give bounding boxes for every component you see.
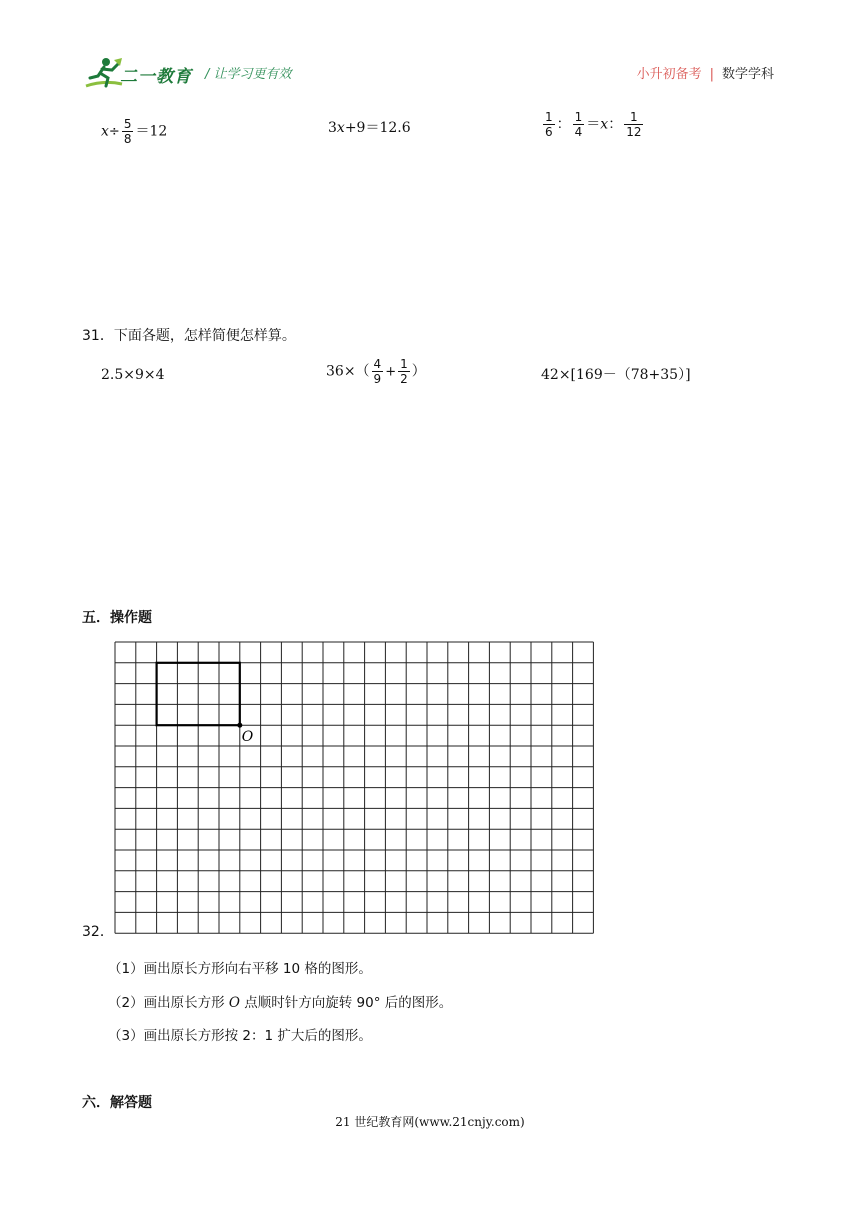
drawing-grid[interactable] xyxy=(110,638,600,938)
eq1-rhs: ＝12 xyxy=(135,123,168,140)
header-subject: 数学学科 xyxy=(721,67,774,82)
question-31-title: 31．下面各题，怎样简便怎样算。 xyxy=(82,328,296,344)
eq3-b-den: 4 xyxy=(574,125,583,139)
q31-e2-n1: 4 xyxy=(373,357,382,371)
header-separator: | xyxy=(709,67,714,82)
eq3-a-den: 6 xyxy=(545,125,553,139)
q32-subquestion-3: （3）画出原长方形按 2：1 扩大后的图形。 xyxy=(108,1028,372,1044)
point-o-label: O xyxy=(241,729,254,746)
eq3-c-den: 12 xyxy=(626,125,642,139)
q31-e2-prefix: 36×（ xyxy=(326,363,370,380)
q31-e2-n2: 1 xyxy=(400,357,408,371)
eq1-den: 8 xyxy=(123,132,132,146)
eq1-div: ÷ xyxy=(108,124,120,140)
eq2-coef: 3 xyxy=(328,120,337,136)
q31-e2-d2: 2 xyxy=(400,372,408,386)
point-o-marker xyxy=(237,723,242,728)
logo-text: 二一教育 xyxy=(120,67,192,87)
q31-e2-d1: 9 xyxy=(373,372,382,386)
q31-expression-1: 2.5×9×4 xyxy=(101,367,165,383)
runner-logo-icon xyxy=(84,56,124,90)
eq3-frac-b xyxy=(573,110,585,139)
eq1-var: x xyxy=(101,123,109,140)
section-5-title: 五．操作题 xyxy=(82,610,152,626)
q31-e2-frac-2 xyxy=(398,357,410,386)
q31-e2-frac-1 xyxy=(372,357,384,386)
question-32-number: 32． xyxy=(82,924,114,940)
eq3-c-num: 1 xyxy=(630,110,638,124)
q32-sub2-prefix: （2）画出原长方形 xyxy=(108,995,229,1011)
eq2-var: x xyxy=(336,120,345,136)
q32-subquestion-1: （1）画出原长方形向右平移 10 格的图形。 xyxy=(108,961,372,977)
q32-sub2-var: O xyxy=(228,995,240,1011)
q31-expression-3: 42×[169－（78+35）] xyxy=(541,367,691,383)
eq3-frac-c xyxy=(624,110,643,139)
eq3-a-num: 1 xyxy=(545,110,553,124)
eq3-var: x xyxy=(600,116,609,133)
equation-3 xyxy=(541,110,645,139)
eq3-frac-a xyxy=(543,110,555,139)
header-category: 小升初备考 xyxy=(636,67,702,82)
eq3-equals: ＝ xyxy=(586,116,601,133)
eq2-rest: +9＝12.6 xyxy=(344,120,411,136)
header-right xyxy=(637,63,774,82)
eq3-colon-1: ： xyxy=(556,116,571,133)
q31-e2-suffix: ） xyxy=(411,363,426,380)
q32-subquestion-2 xyxy=(108,991,452,1011)
eq1-num: 5 xyxy=(123,117,132,131)
equation-2 xyxy=(328,119,411,137)
equation-1 xyxy=(101,117,167,146)
slogan: / 让学习更有效 xyxy=(205,67,292,82)
q31-expression-2 xyxy=(326,357,426,386)
section-6-title: 六．解答题 xyxy=(82,1095,152,1111)
eq1-fraction xyxy=(122,117,134,146)
q32-sub2-suffix: 点顺时针方向旋转 90° 后的图形。 xyxy=(239,995,453,1011)
page-footer: 21 世纪教育网(www.21cnjy.com) xyxy=(335,1115,525,1129)
q31-e2-plus: + xyxy=(385,364,397,380)
eq3-b-num: 1 xyxy=(574,110,583,124)
eq3-colon-2: ： xyxy=(608,116,623,133)
